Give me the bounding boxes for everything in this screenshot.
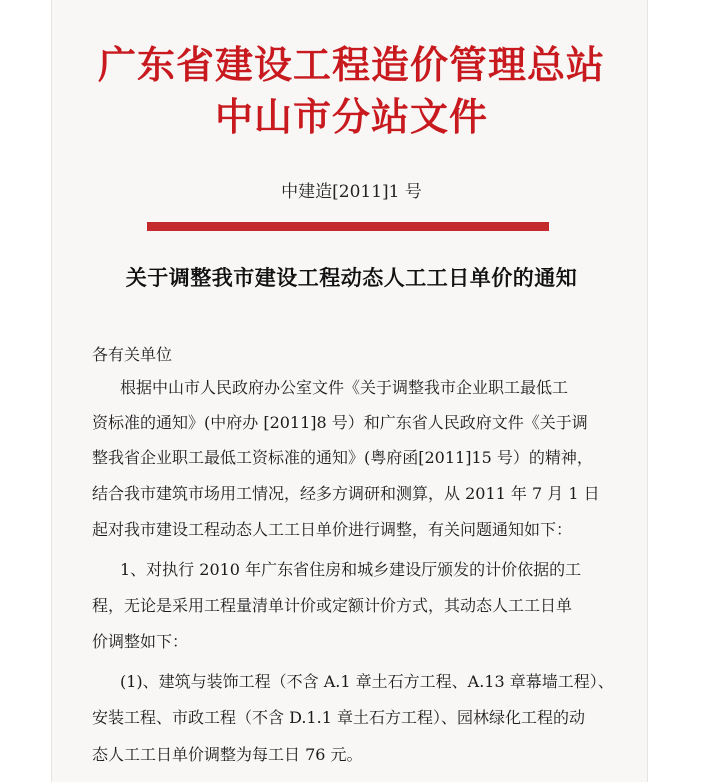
- body-line: 整我省企业职工最低工资标准的通知》(粤府函[2011]15 号）的精神，: [92, 448, 593, 467]
- document-number: 中建造[2011]1 号: [281, 182, 422, 202]
- red-separator-rule: [147, 222, 549, 231]
- salutation: 各有关单位: [92, 345, 173, 364]
- issuer-header-line-1: 广东省建设工程造价管理总站: [97, 43, 605, 87]
- body-line: 结合我市建筑市场用工情况，经多方调研和测算，从 2011 年 7 月 1 日: [92, 484, 600, 503]
- body-line: 安装工程、市政工程（不含 D.1.1 章土石方工程）、园林绿化工程的动: [92, 708, 585, 727]
- body-line: (1)、建筑与装饰工程（不含 A.1 章土石方工程、A.13 章幕墙工程）、: [120, 672, 614, 691]
- body-line: 程，无论是采用工程量清单计价或定额计价方式，其动态人工工日单: [92, 596, 573, 615]
- body-line: 资标准的通知》(中府办 [2011]8 号）和广东省人民政府文件《关于调: [92, 413, 588, 432]
- body-line: 根据中山市人民政府办公室文件《关于调整我市企业职工最低工: [120, 378, 569, 397]
- issuer-header-line-2: 中山市分站文件: [214, 95, 488, 139]
- body-line: 态人工工日单价调整为每工日 76 元。: [92, 745, 363, 764]
- body-line: 1、对执行 2010 年广东省住房和城乡建设厅颁发的计价依据的工: [120, 560, 582, 579]
- notice-title: 关于调整我市建设工程动态人工工日单价的通知: [125, 265, 578, 290]
- body-line: 价调整如下：: [92, 632, 189, 651]
- body-line: 起对我市建设工程动态人工工日单价进行调整，有关问题通知如下：: [92, 520, 573, 539]
